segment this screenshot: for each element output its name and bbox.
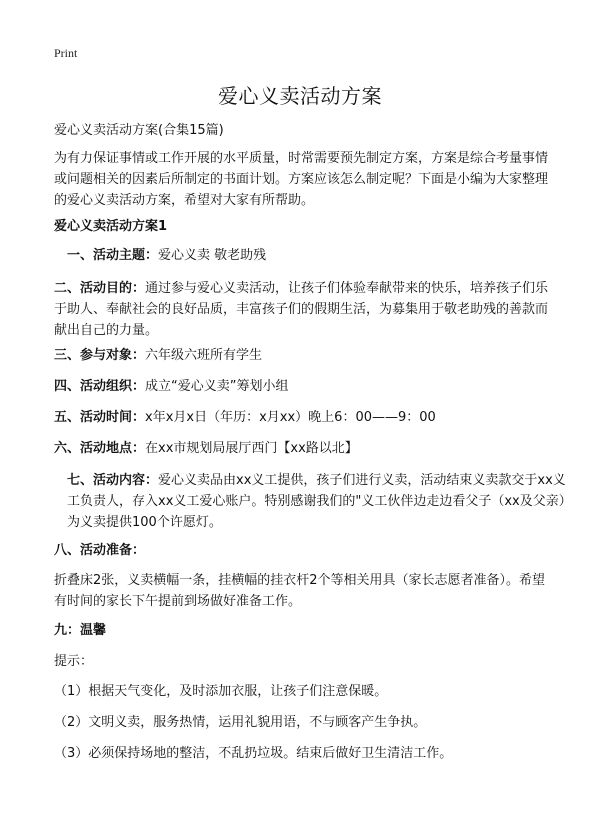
item-label: 二、活动目的： [54,281,146,296]
item-theme [54,245,567,266]
item-label: 六、活动地点： [54,441,146,456]
item-preparation [54,540,554,561]
item-organization [54,376,554,397]
preparation-paragraph: 折叠床2张，义卖横幅一条，挂横幅的挂衣杆2个等相关用具（家长志愿者准备）。希望有时间的家长下午提前到场做好准备工作。 [54,573,546,609]
tip-item: （2）文明义卖，服务热情，运用礼貌用语，不与顾客产生争执。 [54,715,427,730]
item-content [54,470,567,533]
item-label: 五、活动时间： [54,410,146,425]
item-label: 三、参与对象： [54,348,146,363]
intro-paragraph: 为有力保证事情或工作开展的水平质量，时常需要预先制定方案，方案是综合考量事情或问题相关的因素后所制定的书面计划。方案应该怎么制定呢？下面是小编为大家整理的爱心义卖活动方案，希望对大家有所帮助。 [54,151,549,208]
item-text: 六年级六班所有学生 [145,348,263,363]
item-participants [54,345,554,366]
item-label: 一、活动主题： [67,248,159,263]
tip-item: （1）根据天气变化，及时添加衣服，让孩子们注意保暖。 [54,684,388,699]
tips-heading: 九：温馨 [54,623,107,638]
item-text: 爱心义卖 敬老助残 [158,248,267,263]
item-purpose [54,278,554,341]
section-heading: 爱心义卖活动方案1 [54,219,168,234]
item-text: 在xx市规划局展厅西门【xx路以北】 [145,441,358,456]
item-text: 通过参与爱心义卖活动，让孩子们体验奉献带来的快乐，培养孩子们乐于助人、奉献社会的良好品质，丰富孩子们的假期生活，为募集用于敬老助残的善款而献出自己的力量。 [54,281,549,338]
tip-item: （3）必须保持场地的整洁，不乱扔垃圾。结束后做好卫生清洁工作。 [54,746,453,761]
tips-label: 提示： [54,654,94,669]
item-text: x年x月x日（年历：x月xx）晚上6：00——9：00 [145,410,436,425]
item-text: 爱心义卖品由xx义工提供，孩子们进行义卖，活动结束义卖款交于xx义工负责人，存入xx义工爱心账户。特别感谢我们的"义工伙伴边走边看父子（xx及父亲）为义卖提供100个许愿灯。 [67,473,566,530]
document-subtitle: 爱心义卖活动方案(合集15篇) [54,123,224,138]
item-label: 八、活动准备： [54,543,146,558]
item-label: 七、活动内容： [67,473,159,488]
item-time [54,407,554,428]
item-text: 成立“爱心义卖”筹划小组 [145,379,289,394]
print-link[interactable]: Print [54,46,78,60]
item-label: 四、活动组织： [54,379,146,394]
page-title: 爱心义卖活动方案 [218,84,382,108]
item-location [54,438,554,459]
